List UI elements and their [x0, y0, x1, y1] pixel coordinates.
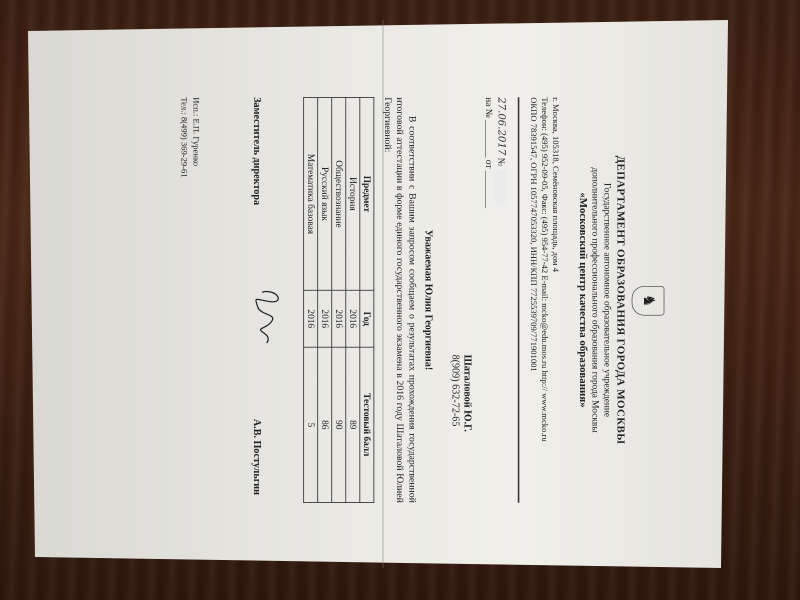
outgoing-number: 27.06.2017 № на № ________ от ________: [483, 97, 507, 209]
center-name: «Московский центр качества образования»: [577, 192, 590, 408]
coat-of-arms-icon: ♞: [632, 286, 665, 316]
subject-cell: Русский язык: [318, 98, 332, 291]
institution-line-2: дополнительного профессионального образования города Москвы: [590, 167, 602, 433]
table-row: [304, 98, 318, 503]
executor-name: Исп.: Е.П. Гуренко: [190, 97, 201, 166]
score-cell: 90: [332, 347, 346, 502]
header-divider: [518, 97, 520, 503]
department-title: ДЕПАРТАМЕНТ ОБРАЗОВАНИЯ ГОРОДА МОСКВЫ: [614, 155, 627, 445]
score-cell: 86: [318, 347, 332, 502]
number-prefix: №: [495, 157, 507, 167]
executor-phone: Тел.: 8(499) 369-29-61: [179, 97, 189, 178]
body-text: В соответствии с Вашим запросом сообщаем о результатах прохождения государственной итоговой аттестации в форме единого государственного экзамена в 2016 году Шаталовой Юлией Георгиевной:: [382, 97, 418, 503]
signature-block: [251, 97, 264, 503]
official-letter: [131, 97, 669, 503]
header-score: Тестовый балл: [360, 347, 374, 502]
label-ot: от: [483, 159, 495, 169]
year-cell: 2016: [318, 290, 332, 347]
year-cell: 2016: [332, 290, 346, 347]
year-cell: 2016: [304, 290, 318, 347]
label-na: на №: [483, 97, 495, 118]
contact-codes: ОКПО 78391547, ОГРН 1057747053320, ИНН/КПП 7725539709/771901001: [529, 97, 539, 372]
redacted-number: [495, 169, 506, 205]
table-header-row: [360, 98, 374, 503]
addressee: [449, 355, 474, 432]
header-subject: Предмет: [360, 98, 374, 291]
contact-phone: Телефон: (495) 952-09-05, Факс: (495) 954-77-42 E-mail: mcko@edu.mos.ru http:// www.mcko.ru: [539, 97, 550, 442]
greeting: Уважаемая Юлия Георгиевна!: [423, 229, 436, 371]
letter-date: 27.06.2017: [495, 97, 507, 156]
table-row: [318, 98, 332, 503]
institution-line-1: Государственное автономное образовательное учреждение: [602, 182, 614, 418]
subject-cell: История: [346, 98, 360, 291]
subject-cell: Математика базовая: [304, 98, 318, 291]
executor-block: [178, 97, 201, 177]
addressee-name: Шаталовой Ю.Г.: [462, 354, 475, 432]
score-cell: 5: [304, 347, 318, 502]
contacts-block: [528, 97, 560, 503]
addressee-phone: 8(909) 632-72-65: [449, 354, 462, 427]
table-row: [332, 98, 346, 503]
subject-cell: Обществознание: [332, 98, 346, 291]
signer-name: А.В. Постульгин: [251, 418, 264, 495]
score-cell: 89: [346, 347, 360, 502]
letterhead: [576, 97, 627, 503]
header-year: Год: [360, 290, 374, 347]
results-table: [303, 97, 374, 503]
year-cell: 2016: [346, 290, 360, 347]
contact-address: г. Москва, 105318, Семёновская площадь, дом 4: [550, 97, 560, 273]
table-row: [346, 98, 360, 503]
signer-position: Заместитель директора: [251, 97, 264, 206]
